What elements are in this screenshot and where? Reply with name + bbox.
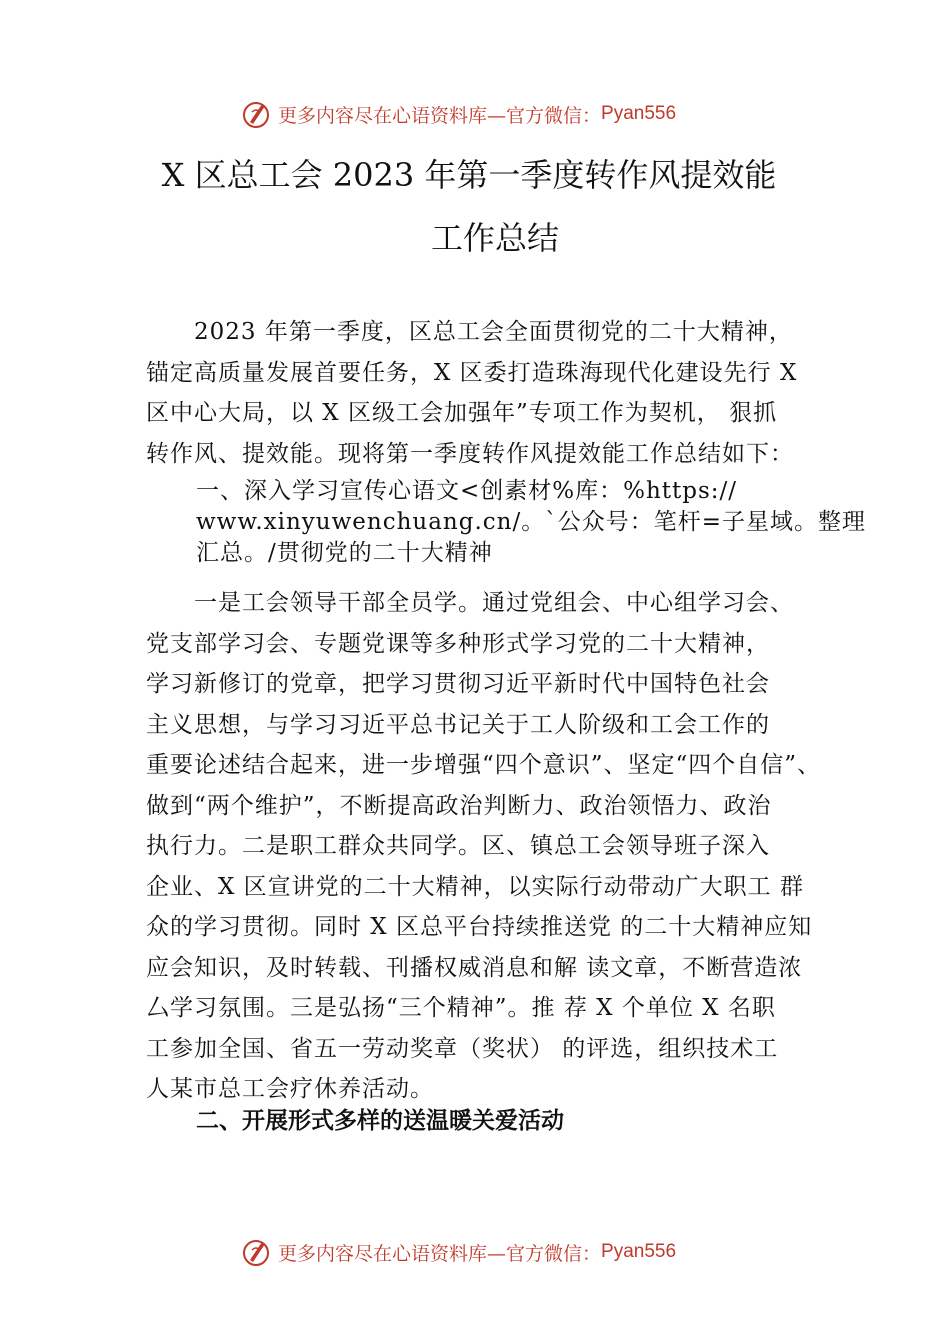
text-line: 一是工会领导干部全员学。通过党组会、中心组学习会、 [194, 590, 794, 616]
text-line: 区中心大局，以 X 区级工会加强年”专项工作为契机， 狠抓 [146, 400, 778, 426]
text-line: 重要论述结合起来，进一步增强“四个意识”、坚定“四个自信”、 [146, 752, 822, 778]
document-title-line1: X 区总工会 2023 年第一季度转作风提效能 [161, 156, 777, 194]
text-line: 工参加全国、省五一劳动奖章（奖状） 的评选，组织技术工 [146, 1035, 779, 1062]
text-line: 2023 年第一季度，区总工会全面贯彻党的二十大精神， [194, 319, 793, 345]
text-line: 汇总。/贯彻党的二十大精神 [196, 540, 493, 566]
text-line: 转作风、提效能。现将第一季度转作风提效能工作总结如下： [146, 440, 794, 467]
pen-logo-icon [240, 98, 272, 130]
text-line: 执行力。二是职工群众共同学。区、镇总工会领导班子深入 [146, 833, 770, 859]
text-line: 学习新修订的党章，把学习贯彻习近平新时代中国特色社会 [146, 671, 770, 697]
text-line: 主义思想，与学习习近平总书记关于工人阶级和工会工作的 [146, 711, 770, 738]
watermark-banner-bottom [240, 1234, 676, 1270]
pen-logo-icon [240, 1236, 272, 1268]
text-line: 人某市总工会疗休养活动。 [146, 1076, 434, 1102]
document-title-line2: 工作总结 [430, 219, 559, 257]
text-line: 众的学习贯彻。同时 X 区总平台持续推送党 的二十大精神应知 [146, 914, 813, 940]
section1-body [146, 583, 836, 1110]
text-line: 做到“两个维护”，不断提高政治判断力、政治领悟力、政治 [146, 792, 772, 819]
text-line: 应会知识，及时转载、刊播权威消息和解 读文章，不断营造浓 [146, 954, 803, 981]
text-line: 党支部学习会、专题党课等多种形式学习党的二十大精神， [146, 630, 770, 657]
text-line: www.xinyuwenchuang.cn/。`公众号：笔杆=子星域。整理 [196, 509, 866, 535]
text-line: 企业、X 区宣讲党的二十大精神，以实际行动带动广大职工 群 [146, 873, 804, 900]
intro-paragraph [146, 312, 836, 474]
text-line: 一、深入学习宣传心语文<创素材%库：%https:// [196, 478, 738, 504]
watermark-text: 更多内容尽在心语资料库—官方微信： [278, 1242, 602, 1265]
watermark-banner-top [240, 96, 676, 132]
text-line: 锚定高质量发展首要任务，X 区委打造珠海现代化建设先行 X [146, 359, 798, 386]
watermark-wechat-id: Pyan556 [601, 103, 677, 124]
section2-heading: 二、开展形式多样的送温暖关爱活动 [196, 1108, 564, 1134]
watermark-text: 更多内容尽在心语资料库—官方微信： [278, 104, 602, 127]
section1-heading [196, 476, 866, 569]
watermark-wechat-id: Pyan556 [601, 1241, 677, 1262]
text-line: 厶学习氛围。三是弘扬“三个精神”。推 荐 X 个单位 X 名职 [146, 995, 776, 1021]
